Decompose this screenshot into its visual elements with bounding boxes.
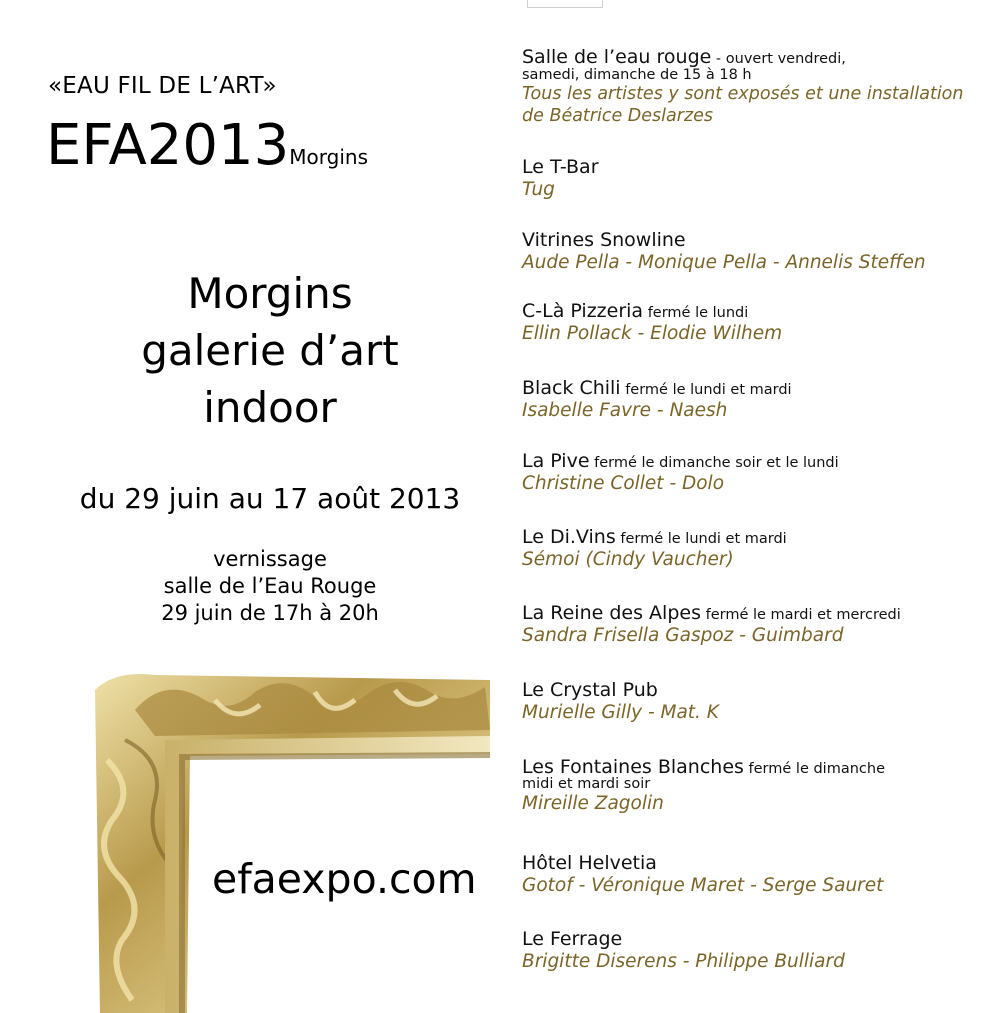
venue-item <box>522 300 992 346</box>
ornate-frame-image <box>95 670 490 1013</box>
venue-item <box>522 928 992 974</box>
venue-note: fermé le lundi <box>643 305 749 321</box>
top-edge-tab <box>527 0 603 8</box>
venue-artists: Tug <box>522 179 555 200</box>
venue-artists: Murielle Gilly - Mat. K <box>522 702 719 723</box>
venue-artists: Sandra Frisella Gaspoz - Guimbard <box>522 625 844 646</box>
website-link[interactable]: efaexpo.com <box>212 855 477 903</box>
venue-name: C-Là Pizzeria <box>522 300 644 322</box>
opening-line: salle de l’Eau Rouge <box>163 574 377 598</box>
venue-name: La Reine des Alpes <box>522 602 701 624</box>
venue-item <box>522 602 992 648</box>
venue-item <box>522 756 992 816</box>
venue-name: La Pive <box>522 450 590 472</box>
venue-item <box>522 450 992 496</box>
venue-name: Le T-Bar <box>522 156 599 178</box>
venue-note: samedi, dimanche de 15 à 18 h <box>522 67 752 83</box>
venue-artists: Isabelle Favre - Naesh <box>522 400 728 421</box>
venue-item <box>522 156 992 202</box>
venue-note: fermé le dimanche <box>743 761 885 777</box>
event-kicker: «EAU FIL DE L’ART» <box>48 73 277 99</box>
venue-item <box>522 46 992 127</box>
event-dates: du 29 juin au 17 août 2013 <box>79 482 461 515</box>
venue-note: fermé le mardi et mercredi <box>700 607 901 623</box>
venue-item <box>522 852 992 898</box>
opening-info <box>30 546 510 627</box>
venue-name: Le Crystal Pub <box>522 679 658 701</box>
event-title-main: EFA2013 <box>46 113 290 178</box>
opening-line: vernissage <box>213 547 327 571</box>
venue-note: midi et mardi soir <box>522 776 651 792</box>
venue-name: Les Fontaines Blanches <box>522 756 744 778</box>
venue-artists: de Béatrice Deslarzes <box>522 106 714 126</box>
venue-artists: Aude Pella - Monique Pella - Annelis Steffen <box>522 252 926 273</box>
venue-note: fermé le lundi et mardi <box>615 531 787 547</box>
venue-artists: Ellin Pollack - Elodie Wilhem <box>522 323 783 344</box>
venue-item <box>522 679 992 725</box>
venue-name: Le Ferrage <box>522 928 623 950</box>
venue-note: - ouvert vendredi, <box>711 51 846 67</box>
venue-item <box>522 526 992 572</box>
venue-artists: Tous les artistes y sont exposés et une installation <box>522 84 964 104</box>
event-title-place: Morgins <box>289 145 368 169</box>
venue-artists: Brigitte Diserens - Philippe Bulliard <box>522 951 845 972</box>
subtitle-line: indoor <box>203 383 337 432</box>
venue-artists: Mireille Zagolin <box>522 793 664 814</box>
venue-item <box>522 229 992 275</box>
subtitle-line: galerie d’art <box>141 326 399 375</box>
venue-name: Le Di.Vins <box>522 526 616 548</box>
venue-name: Salle de l’eau rouge <box>522 46 712 68</box>
venue-artists: Sémoi (Cindy Vaucher) <box>522 549 734 570</box>
venue-name: Black Chili <box>522 377 621 399</box>
venue-artists: Gotof - Véronique Maret - Serge Sauret <box>522 875 884 896</box>
venue-artists: Christine Collet - Dolo <box>522 473 725 494</box>
opening-line: 29 juin de 17h à 20h <box>161 601 379 625</box>
venue-note: fermé le dimanche soir et le lundi <box>589 455 839 471</box>
subtitle-line: Morgins <box>187 269 353 318</box>
venue-note: fermé le lundi et mardi <box>620 382 792 398</box>
event-subtitle <box>30 265 510 436</box>
event-title <box>46 113 368 187</box>
venue-name: Vitrines Snowline <box>522 229 686 251</box>
venue-item <box>522 377 992 423</box>
venue-name: Hôtel Helvetia <box>522 852 657 874</box>
